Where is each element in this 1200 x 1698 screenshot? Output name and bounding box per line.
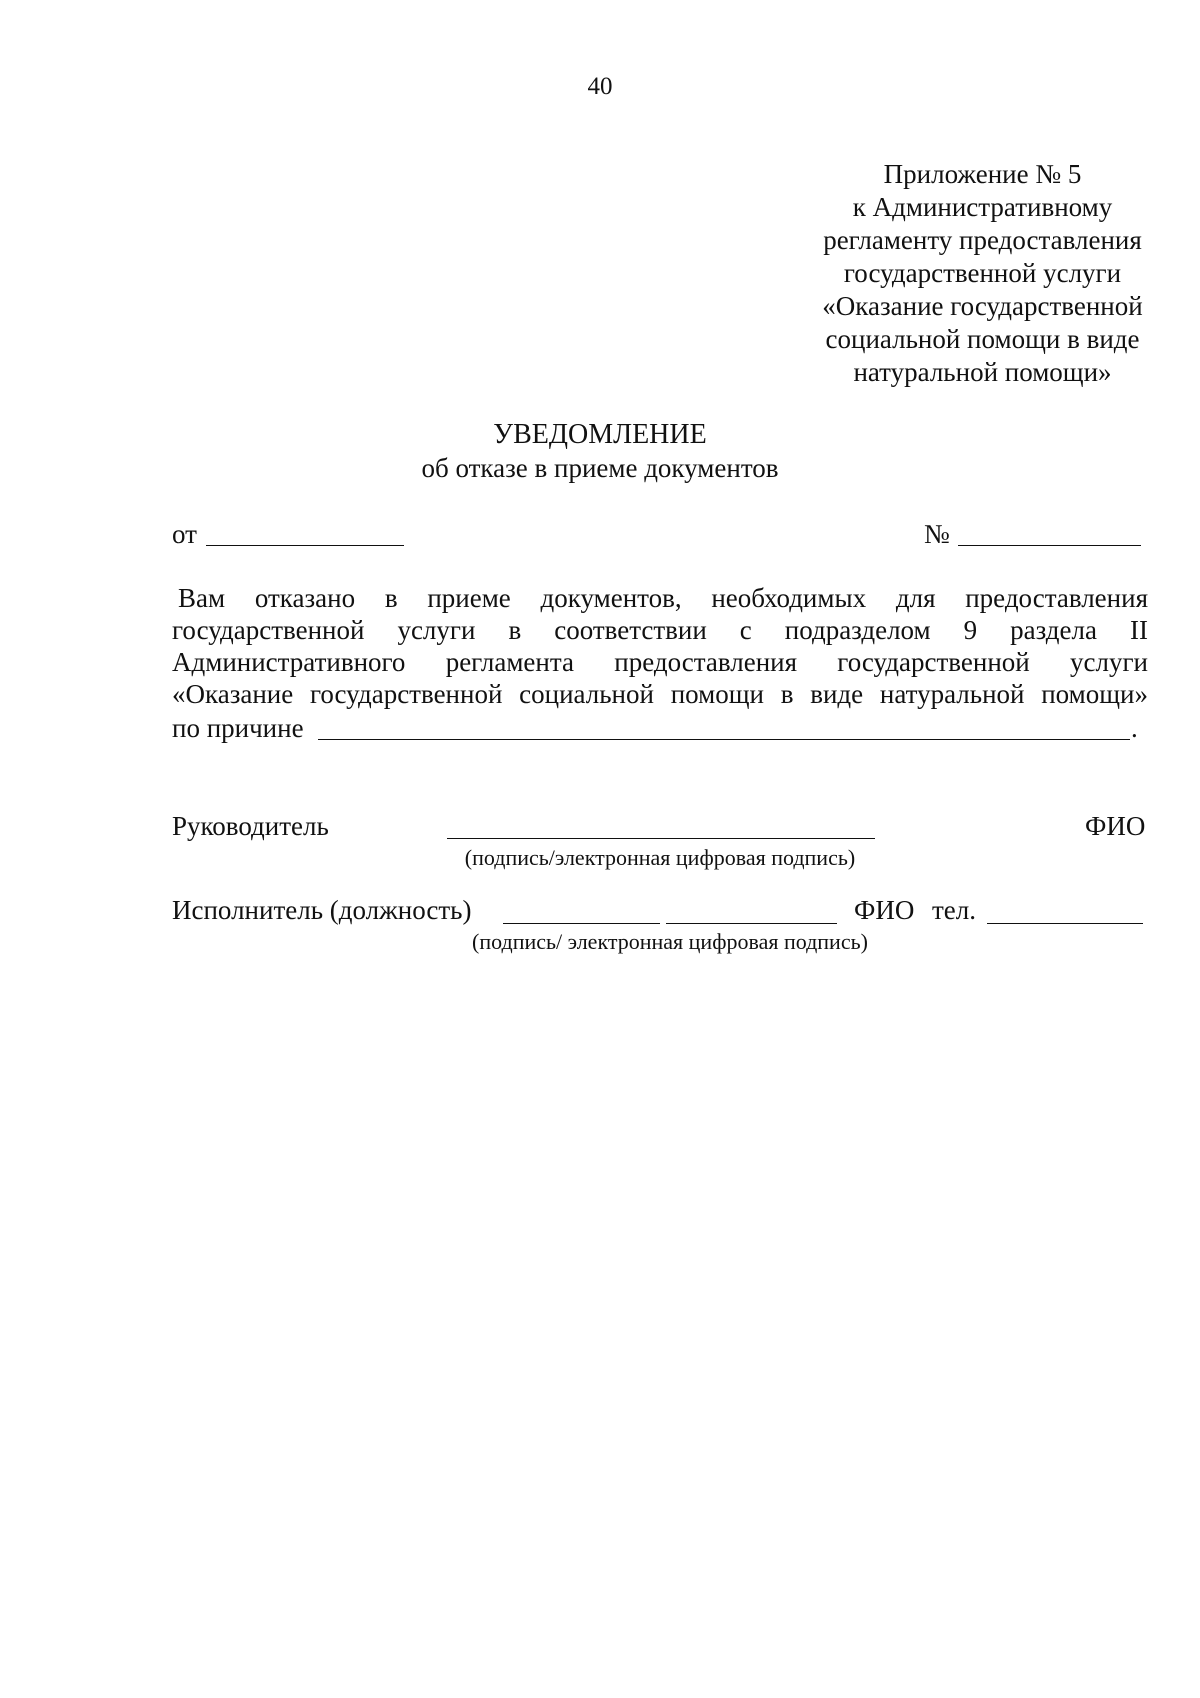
appendix-line: натуральной помощи» (853, 357, 1112, 387)
document-subtitle: об отказе в приеме документов (421, 453, 779, 483)
executor-signature-caption: (подпись/ электронная цифровая подпись) (472, 929, 868, 954)
appendix-line: государственной услуги (843, 258, 1122, 288)
date-label: от (172, 519, 197, 549)
refusal-text-line: Административного регламента предоставления государственной услуги (172, 647, 1148, 677)
refusal-text-line: Вам отказано в приеме документов, необходимых для предоставления (178, 583, 1148, 613)
executor-signature-line (666, 923, 837, 924)
document-title: УВЕДОМЛЕНИЕ (493, 419, 707, 450)
refusal-text-line: государственной услуги в соответствии с подразделом 9 раздела II (172, 615, 1148, 645)
head-signature-line (447, 838, 875, 839)
reason-blank-line (318, 739, 1130, 740)
appendix-line: регламенту предоставления (823, 225, 1142, 255)
reason-end-period: . (1131, 713, 1138, 743)
executor-name-label: ФИО (854, 895, 915, 925)
number-label: № (924, 519, 950, 549)
date-blank-line (206, 545, 404, 546)
refusal-text-line: «Оказание государственной социальной помощи в виде натуральной помощи» (172, 679, 1148, 709)
head-name-label: ФИО (1085, 811, 1146, 841)
refusal-text (172, 582, 1148, 710)
executor-position-line (503, 923, 660, 924)
appendix-line: социальной помощи в виде (825, 324, 1140, 354)
reason-label: по причине (172, 713, 304, 743)
number-blank-line (958, 545, 1141, 546)
executor-phone-label: тел. (932, 895, 977, 925)
appendix-heading (795, 158, 1170, 389)
head-label: Руководитель (172, 811, 329, 841)
head-signature-caption: (подпись/электронная цифровая подпись) (464, 845, 856, 870)
appendix-line: Приложение № 5 (883, 159, 1082, 189)
appendix-line: к Административному (852, 192, 1113, 222)
appendix-line: «Оказание государственной (822, 291, 1143, 321)
executor-label: Исполнитель (должность) (172, 895, 472, 925)
executor-phone-line (987, 923, 1143, 924)
page-number: 40 (587, 73, 613, 100)
